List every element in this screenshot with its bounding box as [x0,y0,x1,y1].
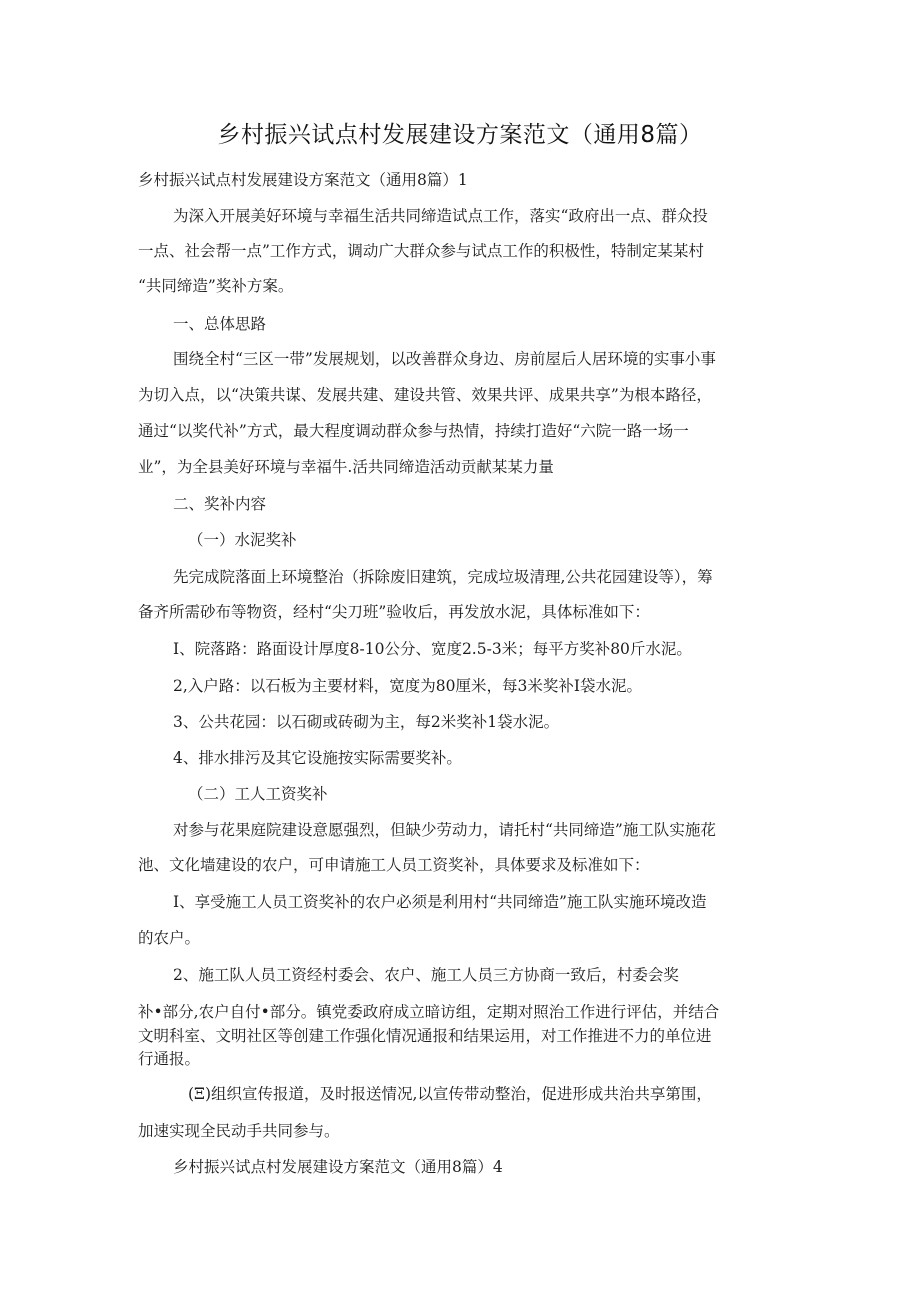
paragraph-line: 围绕全村“三区一带”发展规划，以改善群众身边、房前屋后人居环境的实事小事 [173,350,716,368]
subheading-cement-reward: （一）水泥奖补 [188,531,297,549]
section-heading-1: 乡村振兴试点村发展建设方案范文（通用8篇）1 [138,171,468,189]
paragraph-line: 一点、社会帮一点”工作方式，调动广大群众参与试点工作的积极性，特制定某某村 [138,242,704,260]
paragraph-line: 先完成院落面上环境整治（拆除废旧建筑，完成垃圾清理,公共花园建设等），筹 [173,568,713,586]
paragraph-line: 文明科室、文明社区等创建工作强化情况通报和结果运用，对工作推进不力的单位进 [138,1027,712,1045]
paragraph-line: 为深入开展美好环境与幸福生活共同缔造试点工作，落实“政府出一点、群众投 [173,207,708,225]
list-item: I、享受施工人员工资奖补的农户必须是利用村“共同缔造”施工队实施环境改造 [173,893,707,911]
subheading-wage-reward: （二）工人工资奖补 [188,785,328,803]
paragraph-line: 备齐所需砂布等物资，经村“尖刀班”验收后，再发放水泥，具体标准如下： [138,603,650,621]
paragraph-line: 补•部分,农户自付•部分。镇党委政府成立暗访组，定期对照治工作进行评估，并结合 [138,1003,720,1021]
list-item: 2、施工队人员工资经村委会、农户、施工人员三方协商一致后，村委会奖 [173,966,679,984]
paragraph-line: 对参与花果庭院建设意愿强烈，但缺少劳动力，请托村“共同缔造”施工队实施花 [173,821,716,839]
paragraph-line: 行通报。 [138,1050,201,1068]
paragraph-line: 加速实现全民动手共同参与。 [138,1122,340,1140]
list-item: 4、排水排污及其它设施按实际需要奖补。 [173,749,462,767]
paragraph-line: 池、文化墙建设的农户，可申请施工人员工资奖补，具体要求及标准如下： [138,856,650,874]
paragraph-line: 的农户。 [138,929,201,947]
paragraph-line: 为切入点，以“决策共谋、发展共建、建设共管、效果共评、成果共享”为根本路径， [138,386,712,404]
paragraph-line: “共同缔造”奖补方案。 [138,277,294,295]
list-item: I、院落路：路面设计厚度8-10公分、宽度2.5-3米；每平方奖补80斤水泥。 [173,640,692,658]
paragraph-line: 业”，为全县美好环境与幸福牛.活共同缔造活动贡献某某力量 [138,458,554,476]
subheading-publicity: (Ξ)组织宣传报道，及时报送情况,以宣传带动整治，促进形成共治共享第围， [188,1085,712,1103]
list-item: 2,入户路：以石板为主要材料，宽度为80厘米，每3米奖补I袋水泥。 [173,677,642,695]
document-title: 乡村振兴试点村发展建设方案范文（通用8篇） [217,122,703,148]
section-heading-4: 乡村振兴试点村发展建设方案范文（通用8篇）4 [173,1158,503,1176]
subheading-reward-content: 二、奖补内容 [173,495,267,513]
subheading-overall-approach: 一、总体思路 [173,315,267,333]
list-item: 3、公共花园：以石砌或砖砌为主，每2米奖补1袋水泥。 [173,713,560,731]
paragraph-line: 通过“以奖代补”方式，最大程度调动群众参与热情，持续打造好“六院一路一场一 [138,422,689,440]
